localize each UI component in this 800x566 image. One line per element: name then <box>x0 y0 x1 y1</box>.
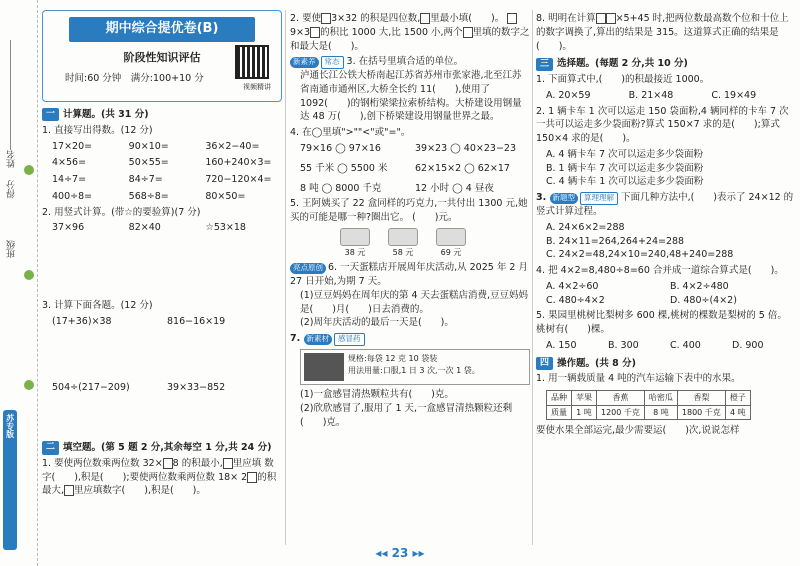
passage: 泸通长江公铁大桥南起江苏省苏州市张家港,北至江苏省南通市通州区,大桥全长约 11( ),使用了 1092( )的钢桁梁梁拉索桥结构。大桥建设用钢量达 48 万( ),创下桥梁建设用钢量世界之最。 <box>300 70 522 123</box>
sub-question: (1)豆豆妈妈在周年庆的第 4 天去蛋糕店消费,豆豆妈妈是( )月( )日去消费的。 <box>300 289 529 315</box>
compare-item[interactable]: 12 小时 ◯ 4 昼夜 <box>415 182 494 194</box>
price: 69 元 <box>440 247 462 257</box>
gift-box-icon <box>436 228 466 246</box>
column-divider <box>532 10 533 545</box>
calc-item: 39×33−852 <box>167 382 226 394</box>
answer-box[interactable] <box>247 472 257 483</box>
choice-option[interactable]: D. 900 <box>732 339 764 351</box>
gift-box-icon <box>388 228 418 246</box>
operation-question-1: 1. 用一辆载质量 4 吨的汽车运输下表中的水果。 <box>536 373 741 385</box>
table-cell: 8 吨 <box>644 405 677 420</box>
table-cell: 1200 千克 <box>597 405 645 420</box>
column-divider <box>285 10 286 545</box>
calc-item: 400÷8= <box>52 190 93 202</box>
text: 下面几种方法中,( )表示了 24×12 的竖式计算过程。 <box>536 192 794 218</box>
choice-option[interactable]: C. 480÷4×2 <box>546 294 605 306</box>
answer-box[interactable] <box>163 458 173 469</box>
calc-item: 36×2−40= <box>205 140 260 152</box>
table-header: 橙子 <box>725 391 750 406</box>
binding-hole <box>24 380 34 390</box>
gift-option[interactable] <box>436 228 466 259</box>
exam-subtitle: 阶段性知识评估 <box>123 50 201 64</box>
question-label: 1. 直接写出得数。(12 分) <box>42 124 153 136</box>
calc-item: 80×50= <box>205 190 246 202</box>
tag-badge: 感冒药 <box>334 333 365 346</box>
text: 的积最大, <box>42 471 277 497</box>
binding-margin <box>0 0 38 566</box>
calc-item: 90×10= <box>128 140 169 152</box>
choice-option[interactable]: B. 4×2÷480 <box>670 280 729 292</box>
column-2 <box>290 10 530 429</box>
table-header: 哈密瓜 <box>644 391 677 406</box>
fruit-table <box>546 390 751 420</box>
oral-calc-grid <box>42 140 282 204</box>
table-cell: 1 吨 <box>572 405 597 420</box>
question-label: 2. 用竖式计算。(带☆的要验算)(7 分) <box>42 206 201 218</box>
calc-item: 84÷7= <box>128 174 163 186</box>
text: 里应填 <box>232 457 262 469</box>
score-label: 得分 <box>7 180 17 198</box>
answer-box[interactable] <box>310 27 320 38</box>
medicine-image <box>304 353 344 381</box>
table-row <box>547 391 751 406</box>
answer-box[interactable] <box>321 13 331 24</box>
answer-box[interactable] <box>606 13 616 24</box>
sub-question: (2)周年庆活动的最后一天是( )。 <box>300 317 454 329</box>
usage-text: 用法用量:口服,1 日 3 次,一次 1 袋。 <box>348 365 480 375</box>
text: 4. 在 <box>290 127 312 139</box>
table-header: 苹果 <box>572 391 597 406</box>
text: 里填">""<"或"="。 <box>322 127 411 139</box>
choice-question-4: 4. 把 4×2=8,480÷8=60 合并成一道综合算式是( )。 <box>536 265 784 277</box>
compare-item[interactable]: 62×15×2 ◯ 62×17 <box>415 162 510 174</box>
table-header: 香梨 <box>677 391 725 406</box>
choice-option[interactable]: C. 19×49 <box>711 89 757 101</box>
gift-option[interactable] <box>340 228 370 259</box>
calc-item: 504÷(217−209) <box>52 382 130 394</box>
choice-question-5: 5. 果园里桃树比梨树多 600 棵,桃树的棵数是梨树的 5 倍。桃树有( )棵。 <box>536 310 787 336</box>
fill-question-1 <box>42 457 282 498</box>
price: 58 元 <box>392 247 414 257</box>
choice-option[interactable]: C. 24×2=48,24×10=240,48+240=288 <box>546 249 734 261</box>
choice-options <box>536 339 794 353</box>
question-text: 要使水果全部运完,最少需要运( )次,说说怎样 <box>536 425 740 437</box>
gift-option[interactable] <box>388 228 418 259</box>
text: 1. 要使两位数乘两位数 32× <box>42 457 163 469</box>
fill-question-6 <box>290 261 530 330</box>
compare-item[interactable]: 8 吨 ◯ 8000 千克 <box>300 182 382 194</box>
vertical-calc-row <box>42 221 282 297</box>
choice-options <box>536 280 794 308</box>
tag-badge: 新素材 <box>304 334 333 345</box>
gift-box-icon <box>340 228 370 246</box>
choice-question-3: 3. 新题型 算理理解 下面几种方法中,( )表示了 24×12 的竖式计算过程。 <box>536 192 794 218</box>
text: 9×3 <box>290 26 311 38</box>
text: 8 的积最小, <box>172 457 223 469</box>
answer-box[interactable] <box>463 27 473 38</box>
fill-question-5 <box>290 197 530 225</box>
page-number: ◂◂ 23 ▸▸ <box>375 545 425 560</box>
section-title: 计算题。(共 31 分) <box>63 109 149 120</box>
choice-option[interactable]: B. 1 辆卡车 7 次可以运走多少袋面粉 <box>546 162 704 174</box>
choice-question-2: 2. 1 辆卡车 1 次可以运走 150 袋面粉,4 辆同样的卡车 7 次一共可以运走多少袋面粉?算式 150×7 求的是( );算式 150×4 求的是( )。 <box>536 105 789 145</box>
choice-option[interactable]: B. 300 <box>608 339 639 351</box>
choice-options <box>536 148 794 189</box>
tag-badge: 亮点原创 <box>290 263 326 274</box>
tag-badge: 新素养 <box>290 57 319 68</box>
text: 里最小填( )。 <box>430 13 505 24</box>
column-3 <box>536 10 794 440</box>
binding-hole <box>24 165 34 175</box>
section-number: 一 <box>42 108 59 121</box>
choice-question-1: 1. 下面算式中,( )的积最接近 1000。 <box>536 74 710 86</box>
choice-option[interactable]: A. 150 <box>546 339 577 351</box>
calc-item: 37×96 <box>52 222 85 234</box>
choice-options <box>536 89 794 103</box>
fill-question-8 <box>536 12 794 53</box>
calc-item: 720−120×4= <box>205 174 272 186</box>
choice-option[interactable]: C. 4 辆卡车 1 次可以运走多少袋面粉 <box>546 176 704 188</box>
calc-item: 160+240×3= <box>205 157 272 169</box>
section-title: 填空题。(第 5 题 2 分,其余每空 1 分,共 24 分) <box>63 442 272 454</box>
section-1-header <box>42 108 282 122</box>
text: 8. 明明在计算 <box>536 13 596 24</box>
text: 的积比 1000 大,比 1500 小,两个 <box>320 26 463 38</box>
section-number: 三 <box>536 58 553 71</box>
fill-question-4: 4. 在◯里填">""<"或"="。 <box>290 127 411 139</box>
question-label: 3. 计算下面各题。(12 分) <box>42 300 153 312</box>
compare-item[interactable]: 79×16 ◯ 97×16 <box>300 143 381 154</box>
text: 2. 要使 <box>290 13 322 24</box>
exam-title: 期中综合提优卷(B) <box>69 17 255 42</box>
choice-options <box>536 221 794 262</box>
section-number: 四 <box>536 357 553 370</box>
class-label: 班级 <box>7 240 17 258</box>
mixed-calc-grid <box>42 315 282 441</box>
fill-question-2 <box>290 12 530 53</box>
choice-option[interactable]: D. 480÷(4×2) <box>670 294 737 306</box>
text: 5. 王阿姨买了 22 盒同样的巧克力,一共付出 1300 元,她买的可能是哪一种?圈出它。 <box>290 198 528 224</box>
compare-item[interactable]: 39×23 ◯ 40×23−23 <box>415 143 516 154</box>
calc-item: 50×55= <box>128 157 169 169</box>
text: ×5+45 时,把两位数最高数个位和十位上的数字调换了,算出的结果是 315。这道算式正确的结果是( )。 <box>536 13 789 52</box>
text: 里应填数字( ),积是( )。 <box>74 485 206 497</box>
brand-text: 学霸提优大试卷 数学三年级 下册 江苏专版 <box>5 414 27 543</box>
calc-item: 568÷8= <box>128 190 169 202</box>
brand-strip <box>3 410 27 550</box>
binding-hole <box>24 270 34 280</box>
price: 38 元 <box>344 247 366 257</box>
calc-item: 82×40 <box>128 222 161 234</box>
calc-item: ☆53×18 <box>205 222 246 234</box>
qr-code-icon[interactable] <box>235 45 269 79</box>
compare-grid <box>290 142 530 195</box>
section-title: 操作题。(共 8 分) <box>557 357 636 369</box>
answer-box[interactable] <box>507 13 517 24</box>
text: 6. 一天蛋糕店开展周年庆活动,从 2025 年 2 月 27 日开始,为期 7 天。 <box>290 262 528 288</box>
text: ( )元。 <box>412 212 458 224</box>
gift-options <box>290 228 530 259</box>
compare-item[interactable]: 55 千米 ◯ 5500 米 <box>300 162 388 174</box>
choice-option[interactable]: C. 400 <box>670 339 701 351</box>
fill-question-3 <box>290 55 530 124</box>
text: 里填的数字之和最大是( )。 <box>290 26 530 52</box>
medicine-box <box>300 349 530 385</box>
section-2-header <box>42 441 282 455</box>
section-number: 二 <box>42 441 59 454</box>
qr-label: 视频精讲 <box>243 83 271 91</box>
fill-question-7: 7. 新素材 感冒药 <box>290 332 530 346</box>
time-info: 时间:60 分钟 满分:100+10 分 <box>65 72 204 84</box>
table-cell: 质量 <box>547 405 572 420</box>
answer-box[interactable] <box>223 458 233 469</box>
text: 3×32 的积是四位数, <box>331 13 421 24</box>
choice-option[interactable]: A. 20×59 <box>546 89 591 101</box>
tag-badge: 常态 <box>321 56 344 69</box>
section-title: 选择题。(每题 2 分,共 10 分) <box>557 58 688 70</box>
choice-option[interactable]: A. 24×6×2=288 <box>546 221 625 233</box>
answer-box[interactable] <box>596 13 606 24</box>
calc-item: 17×20= <box>52 140 93 152</box>
sub-question: (1)一盒感冒清热颗粒共有( )克。 <box>300 389 454 401</box>
name-label: 姓名 <box>7 150 17 168</box>
answer-box[interactable] <box>420 13 430 24</box>
section-4-header <box>536 357 794 371</box>
binding-line <box>10 40 11 150</box>
calc-item: (17+36)×38 <box>52 316 112 328</box>
text: 数字( ),积是( );要使两位数乘两位数 18× <box>42 457 274 483</box>
text: 2 <box>241 471 248 483</box>
sub-question: (2)欣欣感冒了,服用了 1 天,一盒感冒清热颗粒还剩( )克。 <box>300 402 513 428</box>
text: 3. 在括号里填合适的单位。 <box>346 56 464 68</box>
calc-item: 816−16×19 <box>167 316 226 328</box>
table-header: 香蕉 <box>597 391 645 406</box>
title-box <box>42 10 282 102</box>
calc-item: 14÷7= <box>52 174 87 186</box>
spec-text: 规格:每袋 12 克 10 袋装 <box>348 354 438 364</box>
section-3-header <box>536 57 794 71</box>
choice-option[interactable]: A. 4 辆卡车 7 次可以运走多少袋面粉 <box>546 148 704 160</box>
choice-option[interactable]: B. 21×48 <box>628 89 674 101</box>
answer-box[interactable] <box>64 485 74 496</box>
table-header: 品种 <box>547 391 572 406</box>
table-cell: 1800 千克 <box>677 405 725 420</box>
table-cell: 4 吨 <box>725 405 750 420</box>
tag-badge: 新题型 <box>550 193 579 204</box>
calc-item: 4×56= <box>52 157 87 169</box>
table-row <box>547 405 751 420</box>
column-1 <box>42 10 282 500</box>
choice-option[interactable]: A. 4×2÷60 <box>546 280 599 292</box>
tag-badge: 算理理解 <box>580 192 618 205</box>
choice-option[interactable]: B. 24×11=264,264+24=288 <box>546 235 685 247</box>
